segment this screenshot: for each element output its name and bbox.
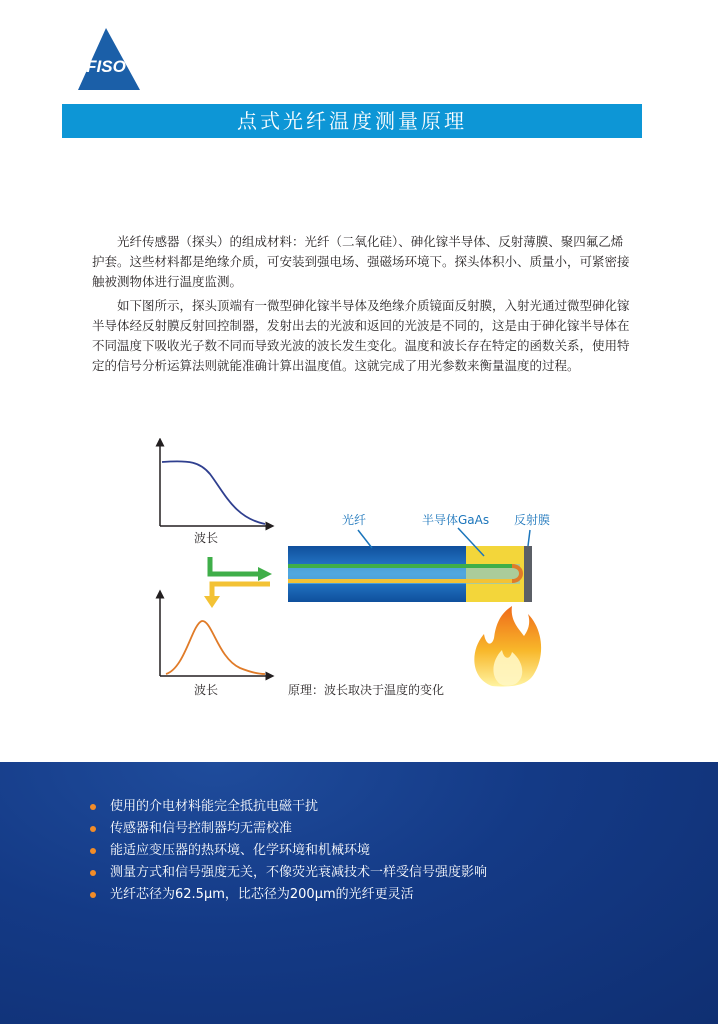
feature-text: 测量方式和信号强度无关，不像荧光衰减技术一样受信号强度影响 (110, 865, 488, 880)
feature-item (90, 840, 487, 862)
bullet-icon (90, 892, 96, 898)
feature-item (90, 884, 487, 906)
bullet-icon (90, 848, 96, 854)
top-axis-label: 波长 (194, 531, 219, 545)
bullet-icon (90, 826, 96, 832)
feature-text: 能适应变压器的热环境、化学环境和机械环境 (110, 843, 371, 858)
logo-text: FISO (86, 57, 126, 76)
feature-item (90, 818, 487, 840)
bullet-icon (90, 804, 96, 810)
page-title: 点式光纤温度测量原理 (62, 104, 642, 138)
reflector-label: 反射膜 (514, 513, 551, 527)
fiso-logo (76, 26, 142, 92)
intro-paragraph-2: 如下图所示，探头顶端有一微型砷化镓半导体及绝缘介质镜面反射膜，入射光通过微型砷化镓半导体经反射膜反射回控制器，发射出去的光波和返回的光波是不同的，这是由于砷化镓半导体在不同温度下吸收光子数不同而导致光波的波长发生变化。温度和波长存在特定的函数关系，使用特定的信号分析运算法则就能准确计算出温度值。这就完成了用光参数来衡量温度的过程。 (92, 298, 630, 373)
fiber-probe (288, 546, 532, 602)
feature-list (90, 796, 487, 906)
feature-item (90, 796, 487, 818)
top-spectrum-curve (162, 461, 265, 524)
feature-item (90, 862, 487, 884)
intro-text (92, 232, 634, 380)
flame-icon (474, 606, 541, 687)
bottom-spectrum-graph (160, 594, 270, 697)
bottom-spectrum-curve (166, 621, 265, 674)
semiconductor-label: 半导体GaAs (422, 513, 490, 527)
yellow-return-arrow (204, 584, 270, 608)
feature-text: 使用的介电材料能完全抵抗电磁干扰 (110, 799, 319, 814)
bullet-icon (90, 870, 96, 876)
intro-paragraph-1: 光纤传感器（探头）的组成材料：光纤（二氧化硅）、砷化镓半导体、反射薄膜、聚四氟乙烯护套。这些材料都是绝缘介质，可安装到强电场、强磁场环境下。探头体积小、质量小，可紧密接触被测物体进行温度监测。 (92, 234, 630, 289)
fiber-label: 光纤 (342, 513, 367, 527)
bottom-axis-label: 波长 (194, 683, 219, 697)
green-incident-arrow (210, 557, 272, 581)
feature-text: 光纤芯径为62.5μm，比芯径为200μm的光纤更灵活 (110, 887, 414, 902)
feature-text: 传感器和信号控制器均无需校准 (110, 821, 293, 836)
top-spectrum-graph (160, 442, 270, 545)
principle-diagram (140, 438, 580, 708)
diagram-caption: 原理：波长取决于温度的变化 (288, 683, 445, 697)
